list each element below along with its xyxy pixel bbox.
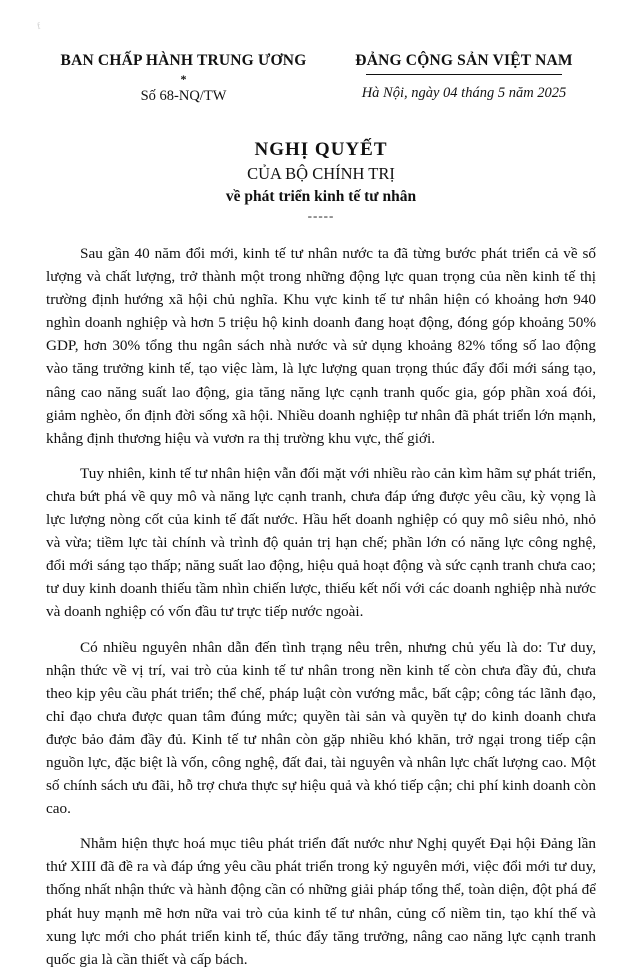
paragraph: Nhằm hiện thực hoá mục tiêu phát triển đất nước như Nghị quyết Đại hội Đảng lần thứ XIII đã đề ra và đáp ứng yêu cầu phát triển trong kỷ nguyên mới, việc đổi mới tư duy, thống nhất nhận thức và hành động cần có những giải pháp tổng thể, toàn diện, đột phá để phát huy mạnh mẽ hơn nữa vai trò của kinh tế tư nhân, củng cố niềm tin, tạo khí thế và xung lực mới cho phát triển kinh tế, thúc đẩy tăng trưởng, nâng cao năng lực cạnh tranh quốc gia là cần thiết và cấp bách. [46,835,596,968]
document-title-block [46,139,596,224]
document-subtitle-topic: về phát triển kinh tế tư nhân [225,188,417,205]
document-number: Số 68-NQ/TW [140,88,227,104]
place-and-date: Hà Nội, ngày 04 tháng 5 năm 2025 [361,85,567,101]
document-subtitle-issuer: CỦA BỘ CHÍNH TRỊ [247,164,395,183]
issuing-organization: BAN CHẤP HÀNH TRUNG ƯƠNG [60,52,307,69]
paragraph: Tuy nhiên, kinh tế tư nhân hiện vẫn đối mặt với nhiều rào cản kìm hãm sự phát triển, chưa bứt phá về quy mô và năng lực cạnh tranh, chưa đáp ứng được yêu cầu, kỳ vọng là lực lượng nòng cốt của kinh tế đất nước. Hầu hết doanh nghiệp có quy mô siêu nhỏ, nhỏ và vừa; tiềm lực tài chính và trình độ quản trị hạn chế; phần lớn có năng lực công nghệ, đổi mới sáng tạo thấp; năng suất lao động, hiệu quả hoạt động và sức cạnh tranh chưa cao; tư duy kinh doanh thiếu tầm nhìn chiến lược, thiếu kết nối với các doanh nghiệp nhà nước và doanh nghiệp có vốn đầu tư trực tiếp nước ngoài. [46,464,596,621]
paragraph: Sau gần 40 năm đổi mới, kinh tế tư nhân nước ta đã từng bước phát triển cả về số lượng và chất lượng, trở thành một trong những động lực quan trọng của nền kinh tế thị trường định hướng xã hội chủ nghĩa. Khu vực kinh tế tư nhân hiện có khoảng hơn 940 nghìn doanh nghiệp và hơn 5 triệu hộ kinh doanh đang hoạt động, đóng góp khoảng 50% GDP, hơn 30% tổng thu ngân sách nhà nước và sử dụng khoảng 82% tổng số lao động vào tăng trưởng kinh tế, tạo việc làm, là lực lượng quan trọng thúc đẩy đổi mới sáng tạo, nâng cao năng suất lao động, gia tăng năng lực cạnh tranh quốc gia, góp phần xoá đói, giảm nghèo, ổn định đời sống xã hội. Nhiều doanh nghiệp tư nhân đã phát triển lớn mạnh, khẳng định thương hiệu và vươn ra thị trường khu vực, thế giới. [46,245,596,447]
header-divider [366,74,562,75]
title-dash-ornament: ----- [307,208,335,223]
document-header [46,52,596,105]
paragraph: Có nhiều nguyên nhân dẫn đến tình trạng nêu trên, nhưng chủ yếu là do: Tư duy, nhận thức về vị trí, vai trò của kinh tế tư nhân trong nền kinh tế còn chưa đầy đủ, chưa theo kịp yêu cầu phát triển; thể chế, pháp luật còn vướng mắc, bất cập; công tác lãnh đạo, chỉ đạo chưa được quan tâm đúng mức; quyền tài sản và quyền tự do kinh doanh chưa được bảo đảm đầy đủ. Kinh tế tư nhân còn gặp nhiều khó khăn, trở ngại trong tiếp cận nguồn lực, đặc biệt là vốn, công nghệ, đất đai, tài nguyên và nhân lực chất lượng cao. Một số chính sách ưu đãi, hỗ trợ chưa thực sự hiệu quả và khó tiếp cận; chi phí kinh doanh còn cao. [46,638,596,818]
header-right-block [332,52,596,102]
national-motto: ĐẢNG CỘNG SẢN VIỆT NAM [355,52,573,69]
scan-artifact-mark: ᶠ [35,20,43,38]
star-separator: * [180,72,187,86]
document-body [46,242,596,971]
document-title: NGHỊ QUYẾT [254,139,388,160]
header-left-block [46,52,321,105]
